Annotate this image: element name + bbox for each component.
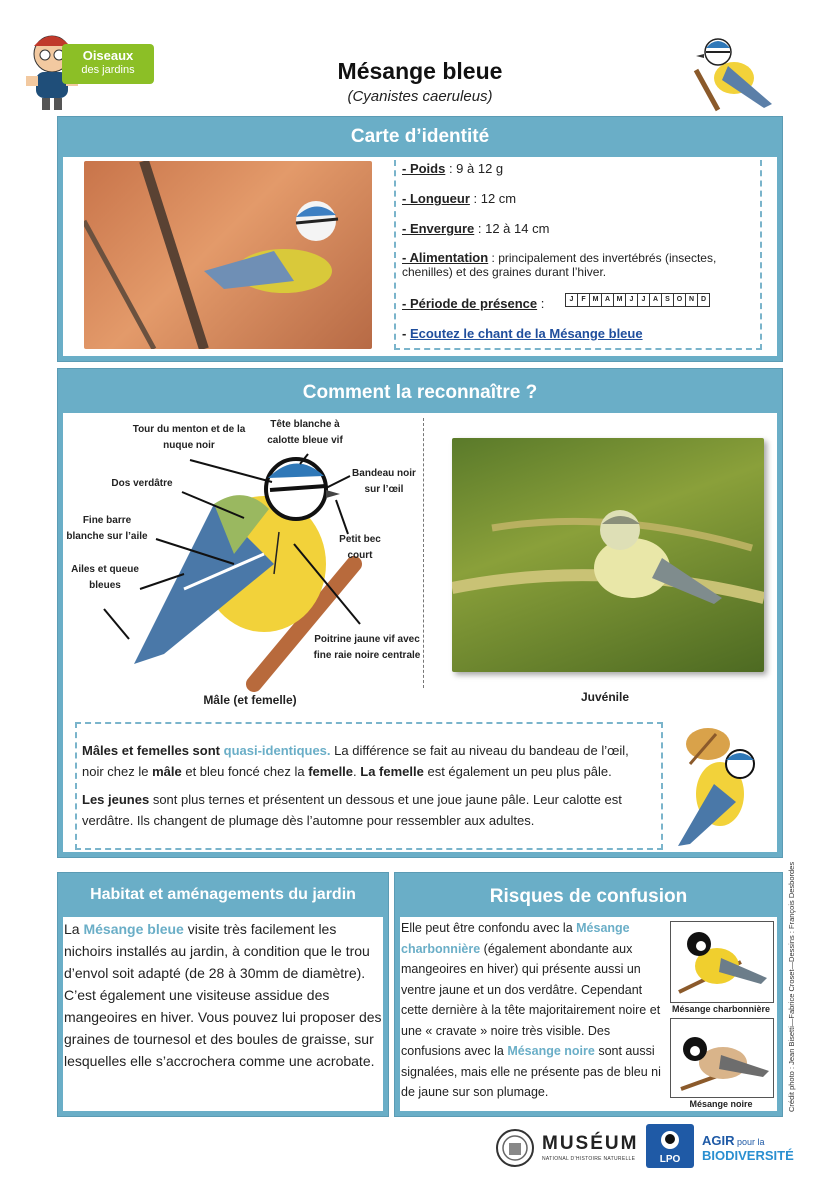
identity-length: - Longueur : 12 cm bbox=[402, 191, 517, 206]
month-cell: A bbox=[650, 294, 662, 306]
great-tit-drawing bbox=[671, 922, 773, 1002]
blue-tit-photo-drawing bbox=[84, 161, 372, 349]
blue-tit-photo bbox=[84, 161, 372, 349]
lpo-logo bbox=[646, 1124, 694, 1168]
month-cell: J bbox=[638, 294, 650, 306]
presence-calendar bbox=[565, 293, 710, 307]
page-title: Mésange bleue bbox=[337, 58, 503, 84]
month-cell: O bbox=[674, 294, 686, 306]
photo-credits: Crédit photo : Jean Bisetti—Fabrice Croset—Dessins : François Desbordes bbox=[787, 861, 796, 1112]
label-dos: Dos verdâtre bbox=[111, 478, 173, 489]
juvenile-caption: Juvénile bbox=[580, 690, 630, 704]
coal-tit-photo bbox=[670, 1018, 774, 1098]
month-cell: J bbox=[626, 294, 638, 306]
listen-song-link[interactable]: Ecoutez le chant de la Mésange bleue bbox=[409, 326, 643, 341]
month-cell: N bbox=[686, 294, 698, 306]
month-cell: S bbox=[662, 294, 674, 306]
arrow-menton bbox=[190, 460, 272, 482]
arrow-bec bbox=[336, 500, 348, 534]
identity-weight: - Poids : 9 à 12 g bbox=[402, 161, 504, 176]
logo-line2: des jardins bbox=[81, 64, 135, 76]
lpo-logo-text: LPO bbox=[659, 1154, 681, 1165]
confusion-text: Elle peut être confondu avec la Mésange charbonnière (également abondante aux mangeoires en hiver) qui présente aussi un ventre jaune et un dos verdâtre. Cependant cette dernière à la tête majoritairement noire et une « cravate » noire très visible. Des confusions avec la Mésange noire sont aussi signalées, mais elle ne présente pas de bleu ni de jaune sur son plumage. bbox=[401, 921, 661, 1099]
recognize-paragraph-1: Mâles et femelles sont quasi-identiques. La différence se fait au niveau du bandeau de l’œil, noir chez le mâle et bleu foncé chez la femelle. La femelle est également un peu plus pâle. bbox=[82, 743, 629, 779]
month-cell: F bbox=[578, 294, 590, 306]
month-cell: A bbox=[602, 294, 614, 306]
bird-beak bbox=[326, 490, 340, 498]
identity-wingspan: - Envergure : 12 à 14 cm bbox=[402, 221, 550, 236]
label-ailes: Ailes et queue bleues bbox=[71, 564, 139, 591]
juvenile-photo-drawing bbox=[452, 438, 764, 672]
male-caption: Mâle (et femelle) bbox=[203, 693, 297, 707]
recognize-paragraph-2: Les jeunes sont plus ternes et présentent un dessous et une joue jaune pâle. Leur calotte est verdâtre. Ils changent de plumage dès l’automne pour ressembler aux adultes. bbox=[82, 792, 622, 828]
month-cell: D bbox=[700, 296, 707, 303]
blue-tit-illustration-side bbox=[670, 714, 766, 850]
coal-tit-drawing bbox=[671, 1019, 773, 1097]
label-bandeau: Bandeau noir sur l’œil bbox=[352, 468, 416, 495]
identity-heading: Carte d’identité bbox=[350, 126, 490, 147]
month-cell: M bbox=[614, 294, 626, 306]
identity-diet: - Alimentation : principalement des invertébrés (insectes, chenilles) et des graines durant l’hiver. bbox=[402, 250, 717, 279]
label-tete: Tête blanche à calotte bleue vif bbox=[267, 419, 343, 446]
confusion-heading: Risques de confusion bbox=[489, 886, 688, 907]
label-menton: Tour du menton et de la nuque noir bbox=[132, 424, 246, 451]
label-poitrine: Poitrine jaune vif avec fine raie noire centrale bbox=[313, 634, 421, 661]
page-subtitle: (Cyanistes caeruleus) bbox=[347, 88, 493, 105]
identity-period: - Période de présence : bbox=[402, 296, 545, 311]
museum-logo-subtext: NATIONAL D’HISTOIRE NATURELLE bbox=[542, 1156, 636, 1162]
identity-listen: - Ecoutez le chant de la Mésange bleue bbox=[402, 326, 643, 341]
museum-logo-text: MUSÉUM bbox=[542, 1133, 639, 1154]
habitat-heading: Habitat et aménagements du jardin bbox=[90, 886, 356, 903]
great-tit-caption: Mésange charbonnière bbox=[671, 1004, 771, 1014]
label-bec: Petit bec court bbox=[339, 534, 381, 561]
agir-logo: AGIR pour la bbox=[702, 1133, 765, 1148]
recognize-heading: Comment la reconnaître ? bbox=[302, 382, 538, 403]
month-cell: J bbox=[566, 294, 578, 306]
habitat-text: La Mésange bleue visite très facilement les nichoirs installés au jardin, à condition que le trou d’envol soit adapté (de 28 à 30mm de diamètre). C’est également une visiteuse assidue des mangeoires en hiver. Vous pouvez lui proposer des graines de tournesol et des boules de graisse, sur lesquelles elle s’accrochera comme une acrobate. bbox=[64, 921, 382, 1069]
great-tit-photo bbox=[670, 921, 774, 1003]
lpo-bird-icon bbox=[646, 1124, 694, 1154]
coal-tit-caption: Mésange noire bbox=[689, 1099, 753, 1109]
museum-seal-icon bbox=[495, 1125, 535, 1171]
arrow-queue bbox=[104, 609, 129, 639]
logo-line1: Oiseaux bbox=[82, 48, 134, 63]
label-barre: Fine barre blanche sur l’aile bbox=[66, 515, 148, 542]
juvenile-photo bbox=[452, 438, 764, 672]
blue-tit-illustration-header bbox=[688, 30, 778, 112]
month-cell: M bbox=[590, 294, 602, 306]
biodiversite-logo: BIODIVERSITÉ bbox=[702, 1148, 794, 1163]
